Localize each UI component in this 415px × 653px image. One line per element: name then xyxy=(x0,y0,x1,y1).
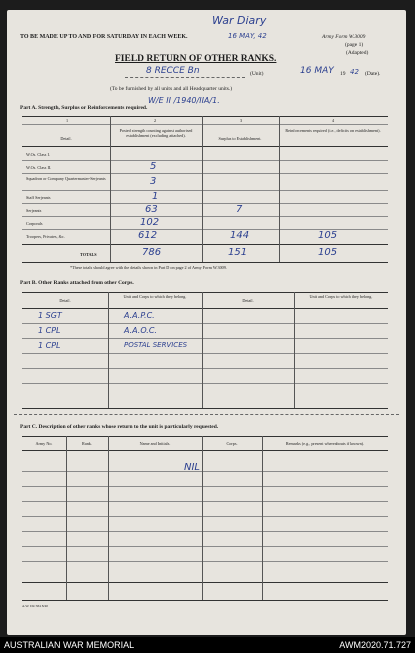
part-b-top-rule xyxy=(22,292,388,293)
col-divider xyxy=(108,436,109,600)
part-c-row-rule xyxy=(22,516,388,517)
col-number-4: 4 xyxy=(332,118,335,123)
footer-institution: AUSTRALIAN WAR MEMORIAL xyxy=(4,640,135,650)
col-divider xyxy=(202,116,203,262)
part-b-row-rule xyxy=(22,383,388,384)
part-c-header-army-no: Army No. xyxy=(35,441,53,446)
col-divider xyxy=(294,292,295,408)
part-a-num-rule xyxy=(22,124,388,125)
totals-posted: 786 xyxy=(142,247,162,258)
totals-label: TOTALS xyxy=(80,252,97,257)
footer-accession-number: AWM2020.71.727 xyxy=(339,640,411,650)
year-value: 42 xyxy=(350,68,359,76)
row-rule xyxy=(22,190,388,191)
row-rule xyxy=(22,244,388,245)
part-c-bottom-rule xyxy=(22,600,388,601)
attached-detail-1: 1 SGT xyxy=(38,311,62,320)
unit-date: 16 MAY xyxy=(300,66,334,76)
row-rule xyxy=(22,160,388,161)
part-a-header-detail: Detail. xyxy=(60,136,72,141)
part-c-header-remarks: Remarks (e.g., present whereabouts if known). xyxy=(285,441,365,446)
part-a-header-surplus: Surplus to Establishment. xyxy=(218,136,262,141)
part-b-header-unit-2: Unit and Corps to which they belong. xyxy=(309,294,373,299)
col-divider xyxy=(202,436,203,600)
troopers-surplus: 144 xyxy=(230,230,250,241)
archive-footer xyxy=(0,637,415,653)
row-label-wo1: W.Os. Class I. xyxy=(26,152,50,157)
part-b-header-detail-1: Detail. xyxy=(59,298,71,303)
year-prefix: 19 xyxy=(340,71,346,77)
troopers-reinforcements: 105 xyxy=(318,230,338,241)
part-a-header-rule xyxy=(22,146,388,147)
attached-unit-3: POSTAL SERVICES xyxy=(124,341,188,349)
part-c-top-rule xyxy=(22,436,388,437)
col-divider xyxy=(110,116,111,262)
part-c-header-rule xyxy=(22,450,388,451)
war-diary-stamp: War Diary xyxy=(212,14,267,27)
print-code: A.W. Dir 584 8/40 xyxy=(22,604,49,608)
part-b-header-detail-2: Detail. xyxy=(242,298,254,303)
part-c-header-name: Name and Initials. xyxy=(139,441,171,446)
part-b-header-unit-1: Unit and Corps to which they belong. xyxy=(123,294,187,299)
unit-underline xyxy=(125,77,245,78)
unit-name: 8 RECCE Bn xyxy=(146,66,200,76)
part-a-top-rule xyxy=(22,116,388,117)
part-c-row-rule xyxy=(22,471,388,472)
serjeants-surplus: 7 xyxy=(236,204,243,215)
part-c-header-corps: Corps. xyxy=(226,441,238,446)
col-divider xyxy=(262,436,263,600)
part-c-row-rule xyxy=(22,501,388,502)
part-c-row-rule xyxy=(22,546,388,547)
col-divider xyxy=(66,436,67,600)
col-number-2: 2 xyxy=(154,118,157,123)
part-b-row-rule xyxy=(22,338,388,339)
part-a-title: Part A. Strength, Surplus or Reinforcements required. xyxy=(20,105,148,111)
part-c-nil: NIL xyxy=(184,462,201,473)
row-rule xyxy=(22,173,388,174)
row-rule xyxy=(22,216,388,217)
row-label-cqms: Squadron or Company Quartermaster-Serjeants xyxy=(26,176,106,181)
part-b-bottom-rule xyxy=(22,408,388,409)
totals-note: *These totals should agree with the details shown in Part D on page 2 of Army Form W.3009. xyxy=(70,265,227,270)
col-divider xyxy=(108,292,109,408)
row-label-wo2: W.Os. Class II. xyxy=(26,165,52,170)
form-title: FIELD RETURN OF OTHER RANKS. xyxy=(115,54,277,64)
army-form-number: Army Form W.3009 xyxy=(322,34,366,40)
totals-reinforcements: 105 xyxy=(318,247,338,258)
furnished-note: (To be furnished by all units and all Headquarter units.) xyxy=(110,86,233,92)
attached-detail-3: 1 CPL xyxy=(38,341,61,350)
part-c-title: Part C. Description of other ranks whose return to the unit is particularly requested. xyxy=(20,424,219,430)
part-b-row-rule xyxy=(22,353,388,354)
perforation-line xyxy=(14,414,399,415)
part-c-row-rule xyxy=(22,531,388,532)
part-b-row-rule xyxy=(22,323,388,324)
totals-rule xyxy=(22,262,388,263)
date-label: (Date). xyxy=(365,71,381,77)
part-a-header-reinforcements: Reinforcements required (i.e., deficits on establishment). xyxy=(285,128,381,133)
staff-sgt-posted: 1 xyxy=(152,191,159,202)
troopers-posted: 612 xyxy=(138,230,158,241)
totals-surplus: 151 xyxy=(228,247,248,258)
unit-label: (Unit) xyxy=(250,71,264,77)
adapted-label: (Adapted) xyxy=(346,50,369,56)
corporals-posted: 102 xyxy=(140,217,160,228)
col-divider xyxy=(279,116,280,262)
part-c-row-rule xyxy=(22,486,388,487)
part-b-header-rule xyxy=(22,308,388,309)
row-label-corporals: Corporals xyxy=(26,221,43,226)
attached-unit-2: A.A.O.C. xyxy=(124,326,157,335)
page-number: (page 1) xyxy=(345,42,364,48)
cqms-posted: 3 xyxy=(150,176,157,187)
wo2-posted: 5 xyxy=(150,161,157,172)
war-establishment-ref: W/E II /1940/IIA/1. xyxy=(148,96,220,105)
part-c-row-rule xyxy=(22,561,388,562)
row-label-serjeants: Serjeants xyxy=(26,208,42,213)
col-number-1: 1 xyxy=(66,118,69,123)
header-date: 16 MAY, 42 xyxy=(228,32,267,40)
attached-detail-2: 1 CPL xyxy=(38,326,61,335)
row-label-troopers: Troopers, Privates, &c. xyxy=(26,234,65,239)
part-a-header-posted: Posted strength counting against authorised establishment (excluding attached). xyxy=(119,128,193,138)
attached-unit-1: A.A.P.C. xyxy=(124,311,155,320)
row-label-staff-sgt: Staff Serjeants xyxy=(26,195,51,200)
part-c-header-rank: Rank. xyxy=(82,441,92,446)
part-b-row-rule xyxy=(22,368,388,369)
header-instruction: TO BE MADE UP TO AND FOR SATURDAY IN EACH WEEK. xyxy=(20,34,188,40)
row-rule xyxy=(22,203,388,204)
serjeants-posted: 63 xyxy=(145,204,158,215)
col-number-3: 3 xyxy=(240,118,243,123)
part-b-title: Part B. Other Ranks attached from other Corps. xyxy=(20,280,134,286)
col-divider xyxy=(202,292,203,408)
part-c-rule xyxy=(22,582,388,583)
